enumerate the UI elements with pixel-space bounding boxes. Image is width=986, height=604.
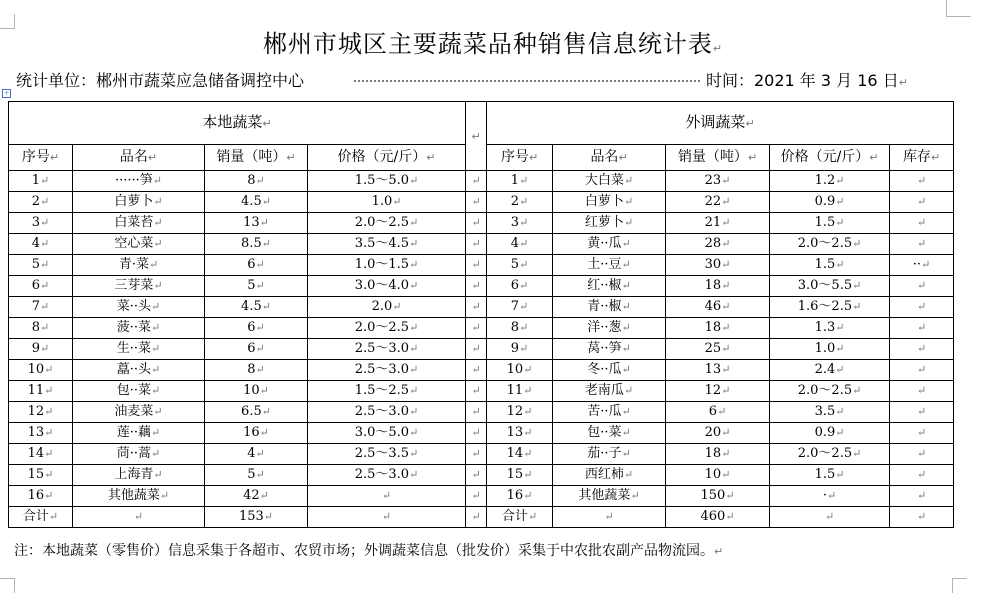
imported-cell: 21↵: [666, 213, 770, 234]
imported-cell: 西红柿↵: [553, 465, 666, 486]
imported-cell: 红萝卜↵: [553, 213, 666, 234]
local-cell: 2.0～2.5↵: [308, 318, 466, 339]
local-cell: 6.5↵: [205, 402, 308, 423]
imported-cell: 18↵: [666, 444, 770, 465]
table-row: [9, 402, 954, 423]
local-cell: 菠··菜↵: [73, 318, 205, 339]
imported-cell: ↵: [553, 507, 666, 528]
imported-cell: ··↵: [890, 255, 954, 276]
imported-cell: ↵: [890, 318, 954, 339]
local-cell: 5↵: [9, 255, 73, 276]
local-cell: 5↵: [205, 465, 308, 486]
table-row: [9, 444, 954, 465]
imported-cell: 洋··葱↵: [553, 318, 666, 339]
column-header-local: 序号↵: [9, 145, 73, 171]
imported-cell: 13↵: [666, 360, 770, 381]
local-cell: 8↵: [9, 318, 73, 339]
imported-cell: 其他蔬菜↵: [553, 486, 666, 507]
local-cell: 4↵: [9, 234, 73, 255]
local-cell: 青·菜↵: [73, 255, 205, 276]
local-cell: 3↵: [9, 213, 73, 234]
imported-cell: ↵: [890, 276, 954, 297]
spacer-cell: ↵: [466, 423, 487, 444]
imported-cell: ↵: [890, 297, 954, 318]
local-cell: 生··菜↵: [73, 339, 205, 360]
imported-cell: 苦··瓜↵: [553, 402, 666, 423]
imported-cell: 1.5↵: [770, 213, 890, 234]
table-move-handle-icon[interactable]: +: [3, 90, 10, 97]
statistics-unit: 统计单位：郴州市蔬菜应急储备调控中心: [16, 71, 305, 90]
imported-cell: 25↵: [666, 339, 770, 360]
local-cell: 6↵: [205, 255, 308, 276]
imported-cell: 13↵: [487, 423, 553, 444]
spacer-cell: ↵: [466, 486, 487, 507]
imported-cell: 18↵: [666, 318, 770, 339]
local-cell: 10↵: [205, 381, 308, 402]
local-cell: 8.5↵: [205, 234, 308, 255]
imported-cell: ↵: [890, 486, 954, 507]
local-cell: 7↵: [9, 297, 73, 318]
local-cell: 莲··藕↵: [73, 423, 205, 444]
spacer-cell: ↵: [466, 276, 487, 297]
footnote: 注：本地蔬菜（零售价）信息采集于各超市、农贸市场；外调蔬菜信息（批发价）采集于中农批农副产品物流园。↵: [14, 543, 724, 559]
imported-cell: 合计↵: [487, 507, 553, 528]
imported-cell: ↵: [890, 360, 954, 381]
imported-cell: 12↵: [666, 381, 770, 402]
imported-cell: 4↵: [487, 234, 553, 255]
imported-cell: 1.5↵: [770, 255, 890, 276]
table-row: [9, 360, 954, 381]
local-cell: 2.5～3.0↵: [308, 402, 466, 423]
imported-cell: 12↵: [487, 402, 553, 423]
table-row: [9, 192, 954, 213]
column-header-imported: 品名↵: [553, 145, 666, 171]
local-cell: 4↵: [205, 444, 308, 465]
section-local: 本地蔬菜↵: [9, 102, 466, 145]
imported-cell: 18↵: [666, 276, 770, 297]
column-header-local: 品名↵: [73, 145, 205, 171]
imported-cell: 9↵: [487, 339, 553, 360]
imported-cell: 黄··瓜↵: [553, 234, 666, 255]
local-cell: 油麦菜↵: [73, 402, 205, 423]
imported-cell: 7↵: [487, 297, 553, 318]
local-cell: 1.0↵: [308, 192, 466, 213]
section-header-row: [9, 102, 954, 145]
imported-cell: 2.0～2.5↵: [770, 444, 890, 465]
table-row: [9, 318, 954, 339]
imported-cell: 8↵: [487, 318, 553, 339]
dotted-leader: [354, 80, 700, 82]
imported-cell: ↵: [770, 507, 890, 528]
table-row: [9, 276, 954, 297]
imported-cell: 青··椒↵: [553, 297, 666, 318]
imported-cell: 0.9↵: [770, 423, 890, 444]
table-row: [9, 234, 954, 255]
imported-cell: 包··菜↵: [553, 423, 666, 444]
spacer-cell: ↵: [466, 444, 487, 465]
local-cell: 8↵: [205, 360, 308, 381]
local-cell: 3.0～4.0↵: [308, 276, 466, 297]
imported-cell: 10↵: [487, 360, 553, 381]
imported-cell: 6↵: [666, 402, 770, 423]
local-cell: 白菜苔↵: [73, 213, 205, 234]
margin-mark-bottom-left: [0, 578, 15, 593]
imported-cell: 3.0～5.5↵: [770, 276, 890, 297]
local-cell: 其他蔬菜↵: [73, 486, 205, 507]
local-cell: 2.5～3.0↵: [308, 465, 466, 486]
local-cell: 11↵: [9, 381, 73, 402]
local-cell: 9↵: [9, 339, 73, 360]
column-header-imported: 销量（吨）↵: [666, 145, 770, 171]
imported-cell: 14↵: [487, 444, 553, 465]
imported-cell: ↵: [890, 339, 954, 360]
local-cell: 茼··蒿↵: [73, 444, 205, 465]
local-cell: 包··菜↵: [73, 381, 205, 402]
local-cell: 2.5～3.0↵: [308, 360, 466, 381]
section-imported: 外调蔬菜↵: [487, 102, 954, 145]
imported-cell: 3.5↵: [770, 402, 890, 423]
imported-cell: 1↵: [487, 171, 553, 192]
local-cell: 13↵: [205, 213, 308, 234]
local-cell: 153↵: [205, 507, 308, 528]
local-cell: 6↵: [205, 318, 308, 339]
local-cell: 上海青↵: [73, 465, 205, 486]
imported-cell: 红··椒↵: [553, 276, 666, 297]
imported-cell: 莴··笋↵: [553, 339, 666, 360]
spacer-cell: ↵: [466, 255, 487, 276]
table-row: [9, 213, 954, 234]
local-cell: 4.5↵: [205, 192, 308, 213]
imported-cell: 老南瓜↵: [553, 381, 666, 402]
local-cell: 1.0～1.5↵: [308, 255, 466, 276]
imported-cell: 10↵: [666, 465, 770, 486]
column-header-imported: 价格（元/斤）↵: [770, 145, 890, 171]
local-cell: 2.5～3.5↵: [308, 444, 466, 465]
table-row: [9, 507, 954, 528]
imported-cell: 23↵: [666, 171, 770, 192]
table-row: [9, 486, 954, 507]
local-cell: ↵: [73, 507, 205, 528]
column-header-imported: 序号↵: [487, 145, 553, 171]
table-row: [9, 339, 954, 360]
imported-cell: ↵: [890, 213, 954, 234]
imported-cell: 46↵: [666, 297, 770, 318]
local-cell: 42↵: [205, 486, 308, 507]
imported-cell: ↵: [890, 465, 954, 486]
local-cell: 13↵: [9, 423, 73, 444]
spacer-cell: ↵: [466, 318, 487, 339]
local-cell: 8↵: [205, 171, 308, 192]
margin-mark-bottom-right: [952, 578, 967, 593]
imported-cell: 1.2↵: [770, 171, 890, 192]
imported-cell: ↵: [890, 381, 954, 402]
table-row: [9, 465, 954, 486]
local-cell: 菜··头↵: [73, 297, 205, 318]
spacer-cell: ↵: [466, 171, 487, 192]
table-row: [9, 381, 954, 402]
local-cell: 三芽菜↵: [73, 276, 205, 297]
local-cell: 5↵: [205, 276, 308, 297]
imported-cell: ↵: [890, 507, 954, 528]
local-cell: 3.5～4.5↵: [308, 234, 466, 255]
table-row: [9, 255, 954, 276]
imported-cell: 2.4↵: [770, 360, 890, 381]
spacer-cell: ↵: [466, 507, 487, 528]
imported-cell: 28↵: [666, 234, 770, 255]
local-cell: 14↵: [9, 444, 73, 465]
table-row: [9, 423, 954, 444]
spacer-cell: ↵: [466, 339, 487, 360]
local-cell: 2.0↵: [308, 297, 466, 318]
imported-cell: ·↵: [770, 486, 890, 507]
imported-cell: ↵: [890, 444, 954, 465]
spacer-cell: ↵: [466, 465, 487, 486]
imported-cell: 1.6～2.5↵: [770, 297, 890, 318]
imported-cell: ↵: [890, 423, 954, 444]
imported-cell: 460↵: [666, 507, 770, 528]
spacer-cell: ↵: [466, 297, 487, 318]
margin-mark-top-right: [946, 0, 971, 17]
imported-cell: 大白菜↵: [553, 171, 666, 192]
local-cell: ↵: [308, 507, 466, 528]
local-cell: 10↵: [9, 360, 73, 381]
imported-cell: 30↵: [666, 255, 770, 276]
local-cell: 藠··头↵: [73, 360, 205, 381]
local-cell: 2.5～3.0↵: [308, 339, 466, 360]
imported-cell: ↵: [890, 192, 954, 213]
local-cell: 白萝卜↵: [73, 192, 205, 213]
imported-cell: 白萝卜↵: [553, 192, 666, 213]
spacer-cell: ↵: [466, 402, 487, 423]
local-cell: 1↵: [9, 171, 73, 192]
local-cell: 合计↵: [9, 507, 73, 528]
local-cell: 16↵: [205, 423, 308, 444]
column-header-imported: 库存↵: [890, 145, 954, 171]
spacer-cell: ↵: [466, 234, 487, 255]
statistics-time: 时间：2021 年 3 月 16 日↵: [706, 71, 908, 90]
imported-cell: 2↵: [487, 192, 553, 213]
imported-cell: 5↵: [487, 255, 553, 276]
imported-cell: 16↵: [487, 486, 553, 507]
imported-cell: 11↵: [487, 381, 553, 402]
local-cell: 12↵: [9, 402, 73, 423]
column-header-local: 价格（元/斤）↵: [308, 145, 466, 171]
local-cell: ↵: [308, 486, 466, 507]
spacer-cell: ↵: [466, 360, 487, 381]
imported-cell: 1.0↵: [770, 339, 890, 360]
imported-cell: ↵: [890, 234, 954, 255]
imported-cell: ↵: [890, 402, 954, 423]
vegetable-sales-table: [8, 101, 954, 528]
local-cell: 1.5～2.5↵: [308, 381, 466, 402]
local-cell: 3.0～5.0↵: [308, 423, 466, 444]
local-cell: 16↵: [9, 486, 73, 507]
imported-cell: 20↵: [666, 423, 770, 444]
imported-cell: 15↵: [487, 465, 553, 486]
local-cell: 4.5↵: [205, 297, 308, 318]
local-cell: 6↵: [9, 276, 73, 297]
local-cell: 空心菜↵: [73, 234, 205, 255]
imported-cell: 6↵: [487, 276, 553, 297]
imported-cell: 茄··子↵: [553, 444, 666, 465]
imported-cell: 0.9↵: [770, 192, 890, 213]
imported-cell: 土··豆↵: [553, 255, 666, 276]
imported-cell: ↵: [890, 171, 954, 192]
table-row: [9, 297, 954, 318]
imported-cell: 1.3↵: [770, 318, 890, 339]
local-cell: ······笋↵: [73, 171, 205, 192]
imported-cell: 2.0～2.5↵: [770, 234, 890, 255]
local-cell: 6↵: [205, 339, 308, 360]
local-cell: 2↵: [9, 192, 73, 213]
imported-cell: 3↵: [487, 213, 553, 234]
imported-cell: 2.0～2.5↵: [770, 381, 890, 402]
document-title: 郴州市城区主要蔬菜品种销售信息统计表↵: [262, 30, 724, 58]
imported-cell: 22↵: [666, 192, 770, 213]
imported-cell: 1.5↵: [770, 465, 890, 486]
local-cell: 1.5～5.0↵: [308, 171, 466, 192]
imported-cell: 150↵: [666, 486, 770, 507]
column-header-local: 销量（吨）↵: [205, 145, 308, 171]
spacer-cell: ↵: [466, 381, 487, 402]
local-cell: 2.0～2.5↵: [308, 213, 466, 234]
spacer-cell: ↵: [466, 192, 487, 213]
imported-cell: 冬··瓜↵: [553, 360, 666, 381]
spacer-cell: ↵: [466, 102, 487, 171]
table-row: [9, 171, 954, 192]
local-cell: 15↵: [9, 465, 73, 486]
spacer-cell: ↵: [466, 213, 487, 234]
